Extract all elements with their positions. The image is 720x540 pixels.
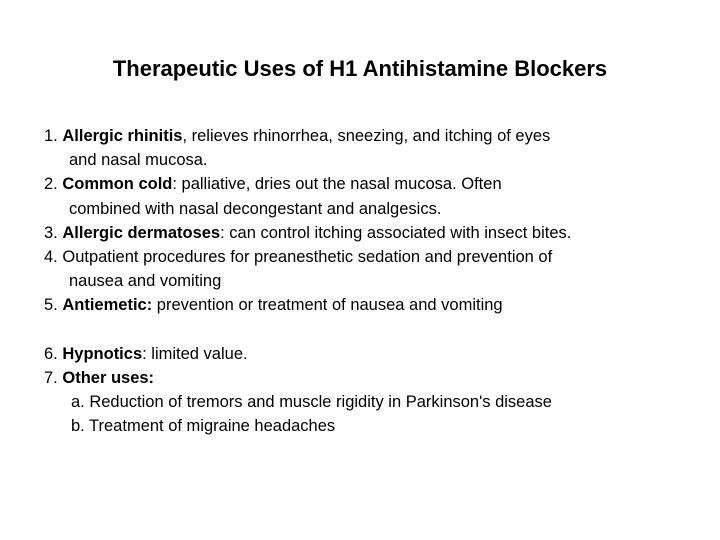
slide-body	[44, 124, 704, 438]
item-term: Allergic dermatoses	[62, 223, 221, 242]
list-item-1-continuation: and nasal mucosa.	[69, 151, 208, 170]
list-item-3	[44, 221, 704, 245]
item-number: 7.	[44, 368, 58, 387]
item-text: prevention or treatment of nausea and vomiting	[152, 296, 503, 315]
slide-title: Therapeutic Uses of H1 Antihistamine Blockers	[112, 56, 608, 81]
list-item-5	[44, 293, 704, 317]
item-text: : can control itching associated with insect bites.	[220, 223, 572, 242]
item-text: : limited value.	[142, 344, 248, 363]
list-item-7	[44, 366, 704, 390]
item-text: Outpatient procedures for preanesthetic sedation and prevention of	[62, 248, 553, 267]
item-number: 5.	[44, 296, 58, 315]
list-item-2-continuation: combined with nasal decongestant and analgesics.	[69, 199, 442, 218]
item-number: 4.	[44, 248, 58, 267]
item-number: 3.	[44, 223, 58, 242]
sub-item-b: b. Treatment of migraine headaches	[71, 417, 336, 436]
sub-item-a: a. Reduction of tremors and muscle rigidity in Parkinson's disease	[71, 393, 552, 412]
item-term: Other uses:	[62, 368, 155, 387]
item-text: , relieves rhinorrhea, sneezing, and itching of eyes	[182, 127, 551, 145]
item-text: : palliative, dries out the nasal mucosa. Often	[172, 175, 502, 194]
item-term: Hypnotics	[62, 344, 143, 363]
list-item-4-continuation: nausea and vomiting	[69, 272, 222, 291]
list-item-1	[44, 124, 704, 148]
list-item-2	[44, 172, 704, 196]
list-item-6	[44, 342, 704, 366]
item-number: 2.	[44, 175, 58, 194]
item-term: Antiemetic:	[62, 296, 153, 315]
list-spacer	[44, 318, 704, 342]
item-number: 1.	[44, 127, 58, 145]
item-term: Allergic rhinitis	[62, 127, 183, 145]
item-number: 6.	[44, 344, 58, 363]
item-term: Common cold	[62, 175, 173, 194]
list-item-4	[44, 245, 704, 269]
